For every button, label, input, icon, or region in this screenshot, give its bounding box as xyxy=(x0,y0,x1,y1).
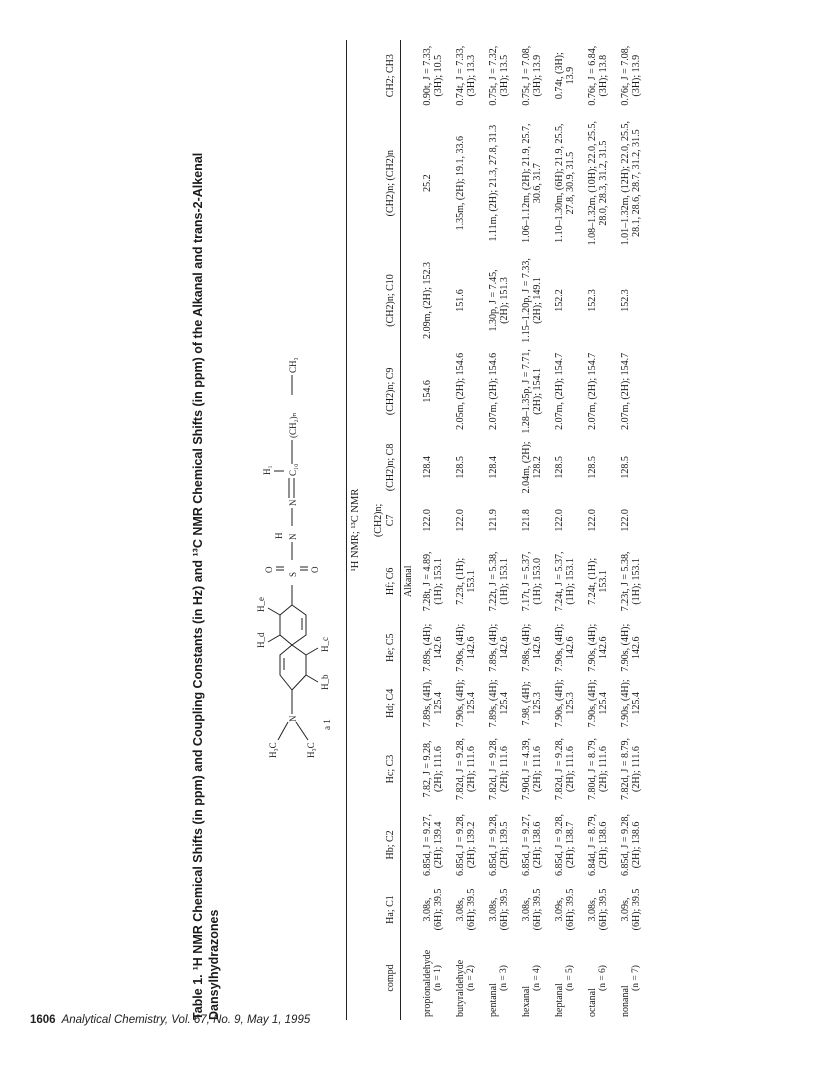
table-cell: 1.06–1.12m, (2H); 21.9, 25.7, 30.6, 31.7 xyxy=(520,123,543,243)
table-cell: 2.04m, (2H); 128.2 xyxy=(520,441,543,494)
table-row xyxy=(582,40,615,1020)
table-cell: 7.22t, J = 5.38, (1H); 153.1 xyxy=(487,551,510,612)
svg-text:O: O xyxy=(264,566,274,573)
nmr-header: ¹H NMR; ¹³C NMR xyxy=(350,488,361,572)
compound-n: (n = 5) xyxy=(565,965,575,991)
svg-text:O: O xyxy=(310,566,320,573)
table-cell: 7.90s, (4H); 142.6 xyxy=(454,623,477,672)
table-label: Table 1. xyxy=(191,974,205,1020)
table-cell: 7.82d, J = 9.28, (2H); 111.6 xyxy=(454,738,477,801)
compound-name: heptanal xyxy=(553,983,565,1017)
table-cell: 7.23t, J = 5.38, (1H); 153.1 xyxy=(619,551,642,612)
column-header: (CH2)n; C10 xyxy=(370,255,401,346)
journal-citation: Analytical Chemistry, Vol. 67, No. 9, May 1, 1995 xyxy=(61,1014,311,1026)
svg-text:H_b: H_b xyxy=(320,674,330,690)
table-cell: 122.0 xyxy=(553,509,565,532)
table-cell: 152.3 xyxy=(586,289,598,312)
table-cell: 1.11m, (2H); 21.3, 27.8, 31.3 xyxy=(487,124,499,242)
table-row xyxy=(450,40,483,1020)
table-cell: 7.89s, (4H), 125.4 xyxy=(421,679,444,728)
table-cell: 7.82, J = 9.28, (2H); 111.6 xyxy=(421,740,444,798)
compound-name: hexanal xyxy=(520,985,532,1017)
table-cell: 7.90s, (4H); 125.4 xyxy=(586,679,609,728)
compound-n: (n = 7) xyxy=(631,965,641,991)
alkanal-label: Alkanal xyxy=(403,565,414,598)
compound-name: propionaldehyde xyxy=(421,949,433,1017)
table-cell: 152.2 xyxy=(553,289,565,312)
table-cell: 1.08–1.32m, (10H); 22.0, 25.5, 28.0, 28.3, 31.2, 31.5 xyxy=(586,120,609,246)
table-cell: 2.05m, (2H); 154.6 xyxy=(454,352,466,430)
table-cell: 6.85d, J = 9.27, (2H); 139.4 xyxy=(421,813,444,876)
table-cell: 2.09m, (2H); 152.3 xyxy=(421,261,433,339)
table-cell: 6.85d, J = 9.28, (2H); 139.5 xyxy=(487,813,510,876)
svg-text:H₃C: H₃C xyxy=(268,742,278,758)
column-header: Hd; C4 xyxy=(370,676,401,732)
table-cell: 7.90d, J = 4.39, (2H); 111.6 xyxy=(520,738,543,801)
svg-text:H₃C: H₃C xyxy=(306,742,316,758)
column-header: (CH2)n; C8 xyxy=(370,437,401,498)
table-cell: 122.0 xyxy=(619,509,631,532)
table-cell: 128.4 xyxy=(487,456,499,479)
table-cell: 25.2 xyxy=(421,174,433,192)
table-cell: 122.0 xyxy=(454,509,466,532)
compound-cell xyxy=(549,936,582,1020)
table-cell: 121.9 xyxy=(487,509,499,532)
table-cell: 7.98s, (4H); 142.6 xyxy=(520,623,543,672)
page-footer xyxy=(30,1014,310,1026)
table-cell: 7.82d, J = 9.28, (2H); 111.6 xyxy=(553,738,576,801)
table-cell: 7.82d, J = 9.28, (2H); 111.6 xyxy=(487,738,510,801)
svg-text:N: N xyxy=(288,715,298,722)
table-cell: 7.17t, J = 5.37, (1H); 153.0 xyxy=(520,551,543,612)
table-cell: 2.07m, (2H); 154.7 xyxy=(553,352,565,430)
table-cell: 7.90s, (4H); 142.6 xyxy=(553,623,576,672)
table-caption: ¹H NMR Chemical Shifts (in ppm) and Coupling Constants (in Hz) and ¹³C NMR Chemical Shifts (in ppm) of the Alkanal and trans-2-Alkenal Dansylhydrazones xyxy=(191,152,221,1020)
alkanal-label-row xyxy=(401,40,417,1020)
column-header: Hb; C2 xyxy=(370,807,401,883)
table-cell: 151.6 xyxy=(454,289,466,312)
table-cell: 0.74t, (3H); 13.9 xyxy=(553,52,576,100)
table-cell: 7.90s, (4H); 125.4 xyxy=(454,679,477,728)
compound-cell xyxy=(450,936,483,1020)
svg-text:a 1: a 1 xyxy=(322,719,332,730)
table-cell: 2.07m, (2H); 154.6 xyxy=(487,352,499,430)
table-cell: 6.85d, J = 9.28, (2H); 138.7 xyxy=(553,813,576,876)
compound-cell xyxy=(582,936,615,1020)
table-cell: 0.90t, J = 7.33, (3H); 10.5 xyxy=(421,45,444,106)
page-number: 1606 xyxy=(30,1014,56,1026)
table-row xyxy=(516,40,549,1020)
column-header: He; C5 xyxy=(370,620,401,676)
table-cell: 128.5 xyxy=(454,456,466,479)
table-cell: 121.8 xyxy=(520,509,532,532)
table-row xyxy=(417,40,450,1020)
compound-name: nonanal xyxy=(619,985,631,1017)
table-cell: 7.90s, (4H); 142.6 xyxy=(619,623,642,672)
column-header-row xyxy=(370,40,401,1020)
table-row xyxy=(549,40,582,1020)
column-header: Ha; C1 xyxy=(370,883,401,936)
table-cell: 1.28–1.35p, J = 7.71, (2H); 154.1 xyxy=(520,349,543,434)
column-header: CH2; CH3 xyxy=(370,40,401,111)
compound-n: (n = 1) xyxy=(433,965,443,991)
table-cell: 128.5 xyxy=(619,456,631,479)
table-cell: 1.15–1.20p, J = 7.33, (2H); 149.1 xyxy=(520,258,543,343)
svg-text:S: S xyxy=(288,571,298,577)
column-header: Hf; C6 xyxy=(370,543,401,620)
table-cell: 1.10–1.30m, (6H); 21.9, 25.5, 27.8, 30.9, 31.5 xyxy=(553,123,576,243)
compound-cell xyxy=(615,936,648,1020)
svg-text:H_d: H_d xyxy=(256,632,266,648)
table-title xyxy=(190,40,222,1020)
column-header: (CH2)n; C9 xyxy=(370,346,401,437)
svg-text:N: N xyxy=(288,499,298,506)
table-cell: 2.07m, (2H); 154.7 xyxy=(619,352,631,430)
svg-text:(CH₂)ₙ: (CH₂)ₙ xyxy=(288,412,298,438)
compound-cell xyxy=(417,936,450,1020)
compound-n: (n = 2) xyxy=(466,965,476,991)
column-header: (CH2)n; C7 xyxy=(370,498,401,543)
table-cell: 122.0 xyxy=(421,509,433,532)
table-cell: 3.09s, (6H); 39.5 xyxy=(619,888,642,931)
column-header: compd xyxy=(370,936,401,1020)
svg-text:H₁: H₁ xyxy=(262,465,272,475)
svg-text:C₁₀: C₁₀ xyxy=(288,463,298,476)
table-cell: 154.6 xyxy=(421,380,433,403)
table-cell: 3.08s, (6H); 39.5 xyxy=(454,888,477,931)
nmr-table xyxy=(370,40,648,1020)
table-cell: 7.98, (4H); 125.3 xyxy=(520,681,543,726)
table-cell: 3.08s, (6H); 39.5 xyxy=(487,888,510,931)
table-cell: 3.08s, (6H); 39.5 xyxy=(586,888,609,931)
table-cell: 1.01–1.32m, (12H); 22.0, 25.5, 28.1, 28.6, 28.7, 31.2, 31.5 xyxy=(619,120,642,246)
header-rule-top xyxy=(346,40,347,1020)
table-cell: 128.4 xyxy=(421,456,433,479)
table-cell: 6.85d, J = 9.28, (2H); 139.2 xyxy=(454,813,477,876)
table-cell: 0.75t, J = 7.08, (3H); 13.9 xyxy=(520,45,543,106)
compound-cell xyxy=(483,936,516,1020)
dansylhydrazone-structure xyxy=(230,330,350,770)
table-cell: 128.5 xyxy=(586,456,598,479)
table-cell: 7.24t, J = 5.37, (1H); 153.1 xyxy=(553,551,576,612)
table-cell: 7.80d, J = 8.79, (2H); 111.6 xyxy=(586,738,609,801)
table-cell: 7.24t, (1H); 153.1 xyxy=(586,557,609,605)
compound-name: butyraldehyde xyxy=(454,959,466,1017)
table-cell: 0.76t, J = 6.84, (3H); 13.8 xyxy=(586,45,609,106)
compound-name: octanal xyxy=(586,988,598,1017)
table-cell: 0.74t, J = 7.33, (3H); 13.3 xyxy=(454,45,477,106)
table-cell: 1.35m, (2H); 19.1, 33.6 xyxy=(454,135,466,231)
compound-n: (n = 4) xyxy=(532,965,542,991)
nmr-table-body xyxy=(401,40,648,1020)
table-cell: 0.76t, J = 7.08, (3H); 13.9 xyxy=(619,45,642,106)
table-cell: 7.90s, (4H); 125.3 xyxy=(553,679,576,728)
svg-text:H: H xyxy=(274,532,284,539)
table-cell: 7.89s, (4H); 142.6 xyxy=(421,623,444,672)
table-cell: 3.08s, (6H); 39.5 xyxy=(520,888,543,931)
table-cell: 7.82d, J = 8.79, (2H); 111.6 xyxy=(619,738,642,801)
table-cell: 3.09s, (6H); 39.5 xyxy=(553,888,576,931)
table-cell: 6.84d, J = 8.79, (2H); 138.6 xyxy=(586,813,609,876)
table-cell: 6.85d, J = 9.27, (2H); 138.6 xyxy=(520,813,543,876)
table-cell: 7.28t, J = 4.89, (1H); 153.1 xyxy=(421,551,444,612)
rotated-table-page xyxy=(190,40,820,1020)
compound-cell xyxy=(516,936,549,1020)
column-header: Hc; C3 xyxy=(370,731,401,807)
table-cell: 7.23t, (1H); 153.1 xyxy=(454,557,477,605)
compound-name: pentanal xyxy=(487,983,499,1017)
table-cell: 6.85d, J = 9.28, (2H); 138.6 xyxy=(619,813,642,876)
svg-text:H_e: H_e xyxy=(256,597,266,612)
table-cell: 1.30p, J = 7.45, (2H); 151.3 xyxy=(487,269,510,332)
table-cell: 2.07m, (2H); 154.7 xyxy=(586,352,598,430)
table-cell: 3.08s, (6H); 39.5 xyxy=(421,888,444,931)
table-cell: 122.0 xyxy=(586,509,598,532)
table-cell: 152.3 xyxy=(619,289,631,312)
table-row xyxy=(483,40,516,1020)
column-header: (CH2)n; (CH2)n xyxy=(370,111,401,255)
table-cell: 128.5 xyxy=(553,456,565,479)
table-row xyxy=(615,40,648,1020)
svg-text:H_c: H_c xyxy=(320,637,330,652)
svg-text:N: N xyxy=(288,533,298,540)
table-cell: 7.89s, (4H); 125.4 xyxy=(487,679,510,728)
compound-n: (n = 3) xyxy=(499,965,509,991)
table-cell: 0.75t, J = 7.32, (3H); 13.5 xyxy=(487,45,510,106)
table-cell: 7.90s, (4H); 142.6 xyxy=(586,623,609,672)
compound-n: (n = 6) xyxy=(598,965,608,991)
table-cell: 7.89s, (4H); 142.6 xyxy=(487,623,510,672)
svg-text:CH₃: CH₃ xyxy=(288,357,298,373)
table-cell: 7.90s, (4H); 125.4 xyxy=(619,679,642,728)
